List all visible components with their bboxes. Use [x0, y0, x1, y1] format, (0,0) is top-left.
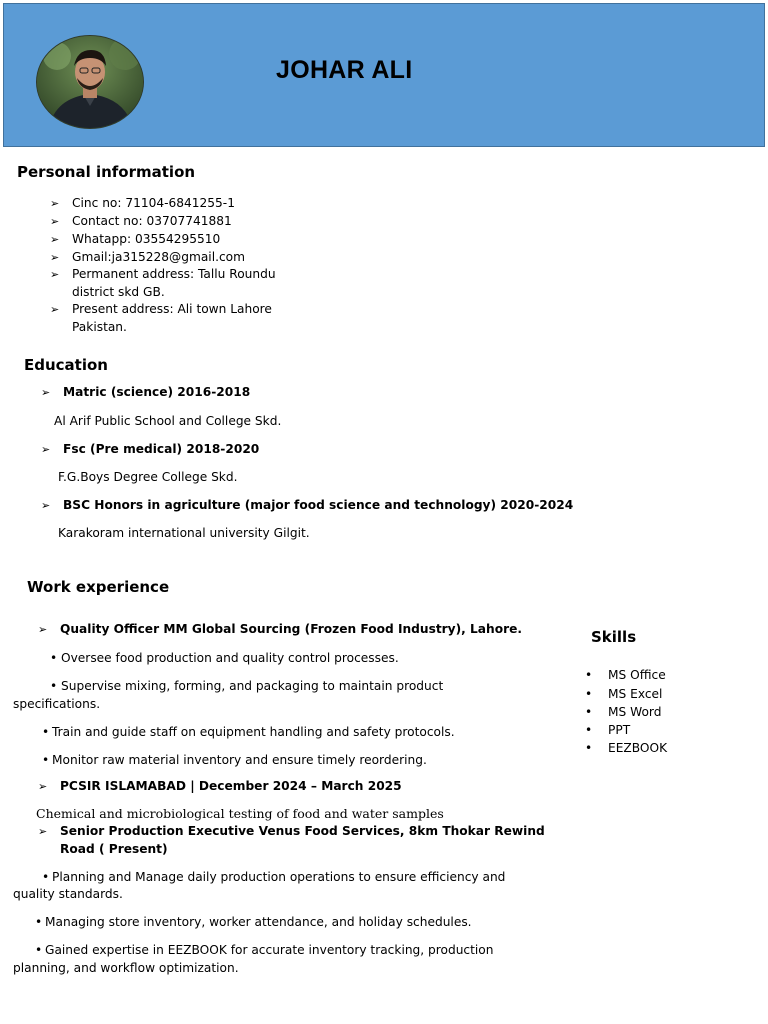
permanent-address-line1: Permanent address: Tallu Roundu	[72, 267, 276, 281]
job-bullet-icon: •	[42, 753, 50, 767]
arrow-bullet-icon: ➢	[50, 198, 60, 210]
arrow-bullet-icon: ➢	[50, 216, 60, 228]
gmail-item: Gmail:ja315228@gmail.com	[72, 250, 245, 264]
job-duty: Managing store inventory, worker attendance, and holiday schedules.	[45, 915, 472, 929]
job-duty: Oversee food production and quality control processes.	[61, 651, 399, 665]
skill-bullet-icon: •	[585, 687, 593, 701]
arrow-bullet-icon: ➢	[38, 826, 48, 838]
skill-item: MS Excel	[608, 687, 663, 701]
job-bullet-icon: •	[35, 943, 43, 957]
arrow-bullet-icon: ➢	[50, 304, 60, 316]
arrow-bullet-icon: ➢	[50, 234, 60, 246]
arrow-bullet-icon: ➢	[50, 269, 60, 281]
skill-bullet-icon: •	[585, 723, 593, 737]
job-title: Quality Officer MM Global Sourcing (Frozen Food Industry), Lahore.	[60, 622, 522, 636]
contact-item: Contact no: 03707741881	[72, 214, 232, 228]
skills-heading: Skills	[591, 628, 637, 646]
education-heading: Education	[24, 356, 108, 374]
job-duty: Train and guide staff on equipment handling and safety protocols.	[52, 725, 455, 739]
avatar	[36, 35, 144, 129]
whatsapp-item: Whatapp: 03554295510	[72, 232, 221, 246]
job-duty: Supervise mixing, forming, and packaging to maintain product	[61, 679, 444, 693]
job-title: PCSIR ISLAMABAD | December 2024 – March 2025	[60, 779, 402, 793]
present-address-line2: Pakistan.	[72, 320, 127, 334]
job-duty: Gained expertise in EEZBOOK for accurate inventory tracking, production	[45, 943, 494, 957]
job-duty-continued: planning, and workflow optimization.	[13, 961, 239, 975]
present-address-line1: Present address: Ali town Lahore	[72, 302, 272, 316]
profile-photo	[37, 36, 143, 128]
job-bullet-icon: •	[50, 651, 58, 665]
job-duty: Planning and Manage daily production operations to ensure efficiency and	[52, 870, 506, 884]
arrow-bullet-icon: ➢	[38, 624, 48, 636]
skill-item: MS Word	[608, 705, 662, 719]
skill-bullet-icon: •	[585, 741, 593, 755]
job-description: Chemical and microbiological testing of food and water samples	[36, 806, 444, 821]
job-bullet-icon: •	[42, 725, 50, 739]
skill-item: MS Office	[608, 668, 666, 682]
header-banner	[3, 3, 765, 147]
arrow-bullet-icon: ➢	[41, 387, 51, 399]
job-duty: Monitor raw material inventory and ensure timely reordering.	[52, 753, 427, 767]
job-duty-continued: quality standards.	[13, 887, 123, 901]
skill-bullet-icon: •	[585, 668, 593, 682]
skill-item: EEZBOOK	[608, 741, 668, 755]
personal-info-heading: Personal information	[17, 163, 196, 181]
education-school: Karakoram international university Gilgit.	[58, 526, 310, 540]
job-bullet-icon: •	[42, 870, 50, 884]
arrow-bullet-icon: ➢	[41, 500, 51, 512]
arrow-bullet-icon: ➢	[41, 444, 51, 456]
job-bullet-icon: •	[50, 679, 58, 693]
cnic-item: Cinc no: 71104-6841255-1	[72, 196, 235, 210]
education-school: Al Arif Public School and College Skd.	[54, 414, 282, 428]
work-experience-heading: Work experience	[27, 578, 170, 596]
education-degree: Fsc (Pre medical) 2018-2020	[63, 442, 260, 456]
education-degree: Matric (science) 2016-2018	[63, 385, 251, 399]
job-bullet-icon: •	[35, 915, 43, 929]
skill-bullet-icon: •	[585, 705, 593, 719]
arrow-bullet-icon: ➢	[38, 781, 48, 793]
skill-item: PPT	[608, 723, 631, 737]
job-title: Senior Production Executive Venus Food Services, 8km Thokar Rewind	[60, 824, 545, 838]
education-school: F.G.Boys Degree College Skd.	[58, 470, 238, 484]
education-degree: BSC Honors in agriculture (major food science and technology) 2020-2024	[63, 498, 574, 512]
arrow-bullet-icon: ➢	[50, 252, 60, 264]
person-name: JOHAR ALI	[276, 56, 413, 84]
permanent-address-line2: district skd GB.	[72, 285, 165, 299]
job-title-continued: Road ( Present)	[60, 842, 168, 856]
job-duty-continued: specifications.	[13, 697, 101, 711]
